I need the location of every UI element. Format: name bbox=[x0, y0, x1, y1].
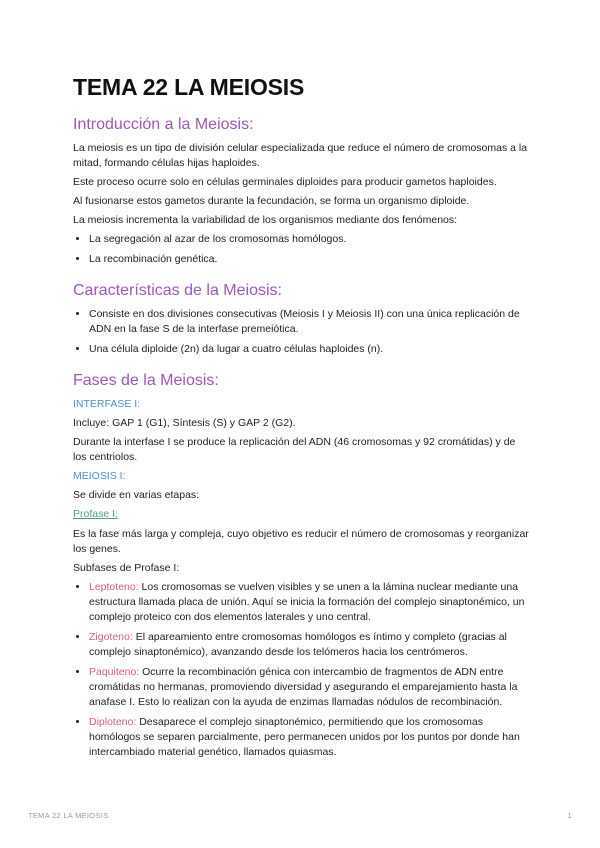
subfase-term: Diploteno: bbox=[89, 716, 137, 728]
interfase-paragraph: Durante la interfase I se produce la replicación del ADN (46 cromosomas y 92 cromátidas) y de los centriolos. bbox=[73, 436, 516, 463]
subfase-item bbox=[89, 630, 531, 660]
page-number: 1 bbox=[567, 811, 572, 820]
page-title: TEMA 22 LA MEIOSIS bbox=[73, 74, 305, 100]
list-item: • La recombinación genética. bbox=[89, 252, 531, 267]
subfase-text: Ocurre la recombinación génica con intercambio de fragmentos de ADN entre cromátidas no hermanas, promoviendo diversidad y asegurando el emparejamiento hasta la anafase I. Esto lo realizan con la ayuda de enzimas llamadas nódulos de recombinación. bbox=[89, 666, 518, 708]
profase-paragraph: Es la fase más larga y compleja, cuyo objetivo es reducir el número de cromosomas y reorganizar los genes. bbox=[73, 528, 529, 555]
intro-heading: Introducción a la Meiosis: bbox=[73, 116, 254, 133]
list-item: • Una célula diploide (2n) da lugar a cuatro células haploides (n). bbox=[89, 342, 531, 357]
subfase-text: Los cromosomas se vuelven visibles y se unen a la lámina nuclear mediante una estructura llamada placa de unión. Aquí se inicia la formación del complejo sinaptonémico, un complejo proteico con dos elementos laterales y uno central. bbox=[89, 581, 525, 623]
intro-paragraph: Este proceso ocurre solo en células germinales diploides para producir gametos haploides. bbox=[73, 176, 497, 188]
list-item: • Consiste en dos divisiones consecutivas (Meiosis I y Meiosis II) con una única replicación de ADN en la fase S de la interfase premeiótica. bbox=[89, 307, 531, 337]
intro-paragraph: La meiosis incrementa la variabilidad de los organismos mediante dos fenómenos: bbox=[73, 214, 458, 226]
meiosis-subheading: MEIOSIS I: bbox=[73, 470, 126, 482]
subfases-bullet-list bbox=[73, 580, 531, 760]
intro-bullet-list bbox=[73, 232, 531, 267]
caracteristicas-bullet-list bbox=[73, 307, 531, 357]
subfase-term: Zigoteno: bbox=[89, 631, 133, 643]
intro-paragraph: Al fusionarse estos gametos durante la fecundación, se forma un organismo diploide. bbox=[73, 195, 470, 207]
footer-title: TEMA 22 LA MEIOSIS bbox=[28, 811, 109, 820]
fases-heading: Fases de la Meiosis: bbox=[73, 372, 219, 389]
intro-paragraph: La meiosis es un tipo de división celular especializada que reduce el número de cromosomas a la mitad, formando células hijas haploides. bbox=[73, 142, 528, 169]
interfase-subheading: INTERFASE I: bbox=[73, 398, 141, 410]
subfase-term: Leptoteno: bbox=[89, 581, 139, 593]
profase-subheading: Profase I: bbox=[73, 508, 118, 520]
caracteristicas-heading: Características de la Meiosis: bbox=[73, 282, 282, 299]
subfase-item bbox=[89, 665, 531, 710]
subfase-item bbox=[89, 580, 531, 625]
list-item: • La segregación al azar de los cromosomas homólogos. bbox=[89, 232, 531, 247]
subfase-item bbox=[89, 715, 531, 760]
page-footer bbox=[28, 811, 572, 820]
profase-paragraph: Subfases de Profase I: bbox=[73, 562, 180, 574]
subfase-text: Desaparece el complejo sinaptonémico, permitiendo que los cromosomas homólogos se separen parcialmente, pero permanecen unidos por los puntos por donde han intercambiado material genético, llamados quiasmas. bbox=[89, 716, 520, 758]
subfase-text: El apareamiento entre cromosomas homólogos es íntimo y completo (gracias al complejo sinaptonémico), avanzando desde los telómeros hacia los centrómeros. bbox=[89, 631, 507, 658]
subfase-term: Paquiteno: bbox=[89, 666, 140, 678]
page-content bbox=[73, 72, 531, 766]
interfase-paragraph: Incluye: GAP 1 (G1), Síntesis (S) y GAP 2 (G2). bbox=[73, 417, 296, 429]
meiosis-paragraph: Se divide en varias etapas: bbox=[73, 489, 200, 501]
